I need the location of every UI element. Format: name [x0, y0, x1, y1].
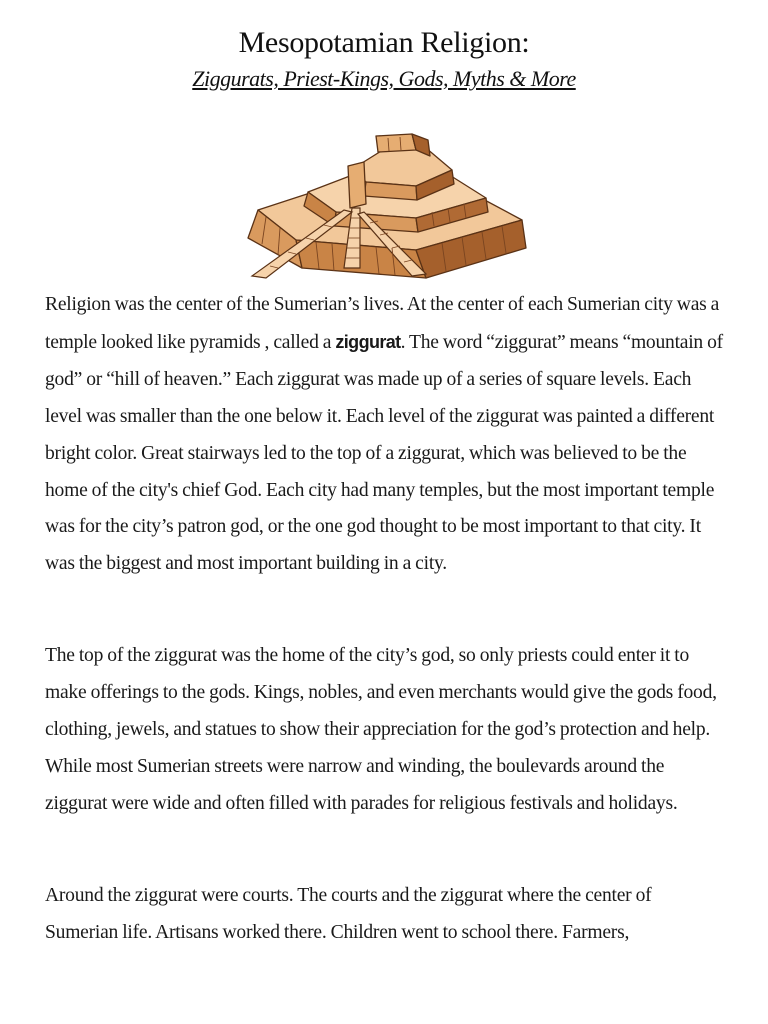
paragraph-1-text-a: Religion was the center of the Sumerian’s lives. At the center of each Sumerian city was a temple looked like pyramids , called a — [45, 294, 720, 353]
paragraph-3 — [45, 878, 725, 952]
paragraph-1-text-b: . The word “ziggurat” means “mountain of god” or “hill of heaven.” Each ziggurat was made up of a series of square levels. Each level was smaller than the one below it. Each level of the ziggurat was painted a different bright color. Great stairways led to the top of a ziggurat, which was believed to be the home of the city's chief God. Each city had many temples, but the most important temple was for the city’s patron god, or the one god thought to be most important to that city. It was the biggest and most important building in a city. — [45, 331, 723, 575]
paragraph-1 — [45, 287, 725, 583]
ziggurat-illustration — [236, 128, 532, 280]
ziggurat-term: ziggurat — [335, 331, 401, 352]
page-subtitle: Ziggurats, Priest-Kings, Gods, Myths & More — [192, 66, 576, 91]
paragraph-2-text: The top of the ziggurat was the home of the city’s god, so only priests could enter it to make offerings to the gods. Kings, nobles, and even merchants would give the gods food, clothing, jewels, and statues to show their appreciation for the god’s protection and help. While most Sumerian streets were narrow and winding, the boulevards around the ziggurat were wide and often filled with parades for religious festivals and holidays. — [45, 645, 717, 814]
paragraph-2 — [45, 638, 725, 823]
page-title: Mesopotamian Religion: — [238, 26, 530, 59]
paragraph-3-text: Around the ziggurat were courts. The courts and the ziggurat where the center of Sumerian life. Artisans worked there. Children went to school there. Farmers, — [45, 885, 652, 943]
